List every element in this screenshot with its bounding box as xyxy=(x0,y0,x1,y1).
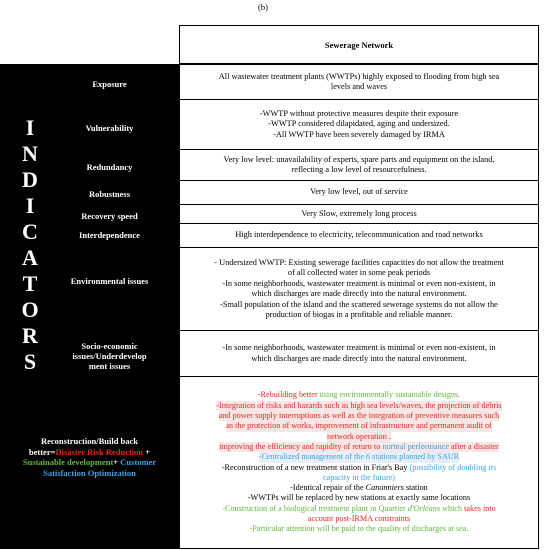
cell-line xyxy=(222,504,495,514)
label-vulnerability: Vulnerability xyxy=(85,123,134,133)
cell-line: -WWTP considered dilapidated, aging and undersized. xyxy=(268,119,450,129)
label-redundancy: Redundancy xyxy=(86,162,133,172)
text-red: after a disaster xyxy=(448,441,499,451)
cell-line: -In some neighborhoods, wastewater treatment is minimal or even non-existent, in xyxy=(222,278,496,288)
title-letter: C xyxy=(22,219,38,244)
cell-line: as the protection of works, improvement of infrastructure and permanent audit of xyxy=(226,421,492,431)
label-socio-economic-issues xyxy=(40,341,179,371)
text-green: -Construction of a biological treatment plant in Quartier xyxy=(222,503,408,513)
cell-line: Very low level, out of service xyxy=(310,187,408,197)
cell-line: - Undersized WWTP: Existing sewerage facilities capacities do not allow the treatment xyxy=(214,257,504,267)
cell-line: Very low level: unavailability of experts, spare parts and equipment on the island, xyxy=(223,154,495,164)
title-letter: D xyxy=(22,167,38,192)
text-green: using environmentally sustainable designs. xyxy=(317,390,461,400)
title-letter: N xyxy=(22,141,38,166)
label-exposure: Exposure xyxy=(92,79,127,89)
cell-line: -Particular attention will be paid to the quality of discharges at sea. xyxy=(249,524,469,534)
label-text: better= xyxy=(28,446,56,457)
label-line: Satisfaction Optimization xyxy=(43,467,136,478)
cell-redundancy xyxy=(179,150,539,181)
cell-vulnerability xyxy=(179,100,539,150)
cell-line: network operation . xyxy=(327,431,391,441)
cell-line xyxy=(222,463,496,473)
label-line xyxy=(0,457,179,468)
cell-line xyxy=(258,390,460,400)
label-recovery-speed: Recovery speed xyxy=(81,211,138,221)
cell-line: and power supply interruptions as well as the integration of preventive measures such xyxy=(218,411,500,421)
cell-line: -All WWTP have been severely damaged by IRMA xyxy=(273,129,445,139)
figure-label: (b) xyxy=(258,2,268,12)
cell-line: capacity in the future) xyxy=(322,472,396,482)
label-robustness: Robustness xyxy=(88,189,131,199)
cell-line: which discharges are made directly into the natural environment. xyxy=(251,289,467,298)
title-letter: S xyxy=(23,349,37,374)
cell-line: -Integration of risks and hazards such as high sea levels/waves, the projection of debris xyxy=(216,400,502,410)
cell-recovery-speed xyxy=(179,205,539,224)
text-black: -Reconstruction of a new treatment station in Friar's Bay xyxy=(221,462,410,472)
label-text: + xyxy=(143,446,151,457)
text-blue: (possibility of doubling its xyxy=(409,462,497,472)
title-letter: I xyxy=(25,193,35,218)
title-letter: A xyxy=(22,245,38,270)
cell-line: of all collected water in some peak periods xyxy=(287,268,431,277)
cell-line: which discharges are made directly into the natural environment. xyxy=(251,353,467,363)
cell-socio-economic-issues xyxy=(179,331,539,377)
cell-line: High interdependence to electricity, telecommunication and road networks xyxy=(235,230,483,240)
label-customer: Customer xyxy=(120,457,157,467)
indicators-vertical-title xyxy=(15,115,45,375)
label-sustainable: Sustainable development xyxy=(22,457,114,467)
text-blue: normal performance xyxy=(382,441,449,451)
cell-line: reflecting a low level of resourcefulness. xyxy=(291,165,427,174)
column-header: Sewerage Network xyxy=(179,25,539,64)
label-line: Reconstruction/Build back xyxy=(40,436,139,446)
cell-line: Very Slow, extremely long process xyxy=(301,208,417,218)
text-green: which xyxy=(440,503,465,513)
cell-exposure xyxy=(179,64,539,100)
cell-line: -WWTP without protective measures despite their exposure xyxy=(259,108,459,118)
label-line xyxy=(0,447,179,458)
text-red: -Rebuilding better xyxy=(257,390,318,400)
title-letter: I xyxy=(25,115,35,140)
label-interdependence: Interdependence xyxy=(79,230,140,240)
cell-reconstruction xyxy=(179,377,539,549)
cell-line: levels and waves xyxy=(330,82,388,91)
title-letter: O xyxy=(21,297,39,322)
text-green-italic: d'Orléans xyxy=(407,503,441,513)
text-red: takes into xyxy=(464,503,496,513)
cell-line: production of biogas in a profitable and reliable manner. xyxy=(265,310,453,319)
cell-line: All wastewater treatment plants (WWTPs) highly exposed to flooding from high sea xyxy=(218,71,500,81)
cell-robustness xyxy=(179,181,539,205)
label-text: + xyxy=(113,457,121,467)
cell-line: -Small population of the island and the scattered sewerage systems do not allow the xyxy=(220,299,498,309)
cell-environmental-issues xyxy=(179,248,539,331)
label-environmental-issues: Environmental issues xyxy=(70,276,149,286)
cell-line xyxy=(290,483,428,493)
cell-line: account post-IRMA constraints xyxy=(307,513,411,523)
cell-line: -WWTPs will be replaced by new stations at exactly same locations xyxy=(247,493,471,503)
text-black: -Identical repair of the xyxy=(290,483,366,493)
cell-line: -Centralized management of the 6 stations planned by SAUR xyxy=(258,452,460,462)
cell-line xyxy=(219,442,499,452)
label-line: issues/Underdevelop xyxy=(72,351,147,361)
label-line: Socio-economic xyxy=(81,341,138,351)
text-italic: Canonniers xyxy=(365,483,404,493)
title-letter: T xyxy=(22,271,38,296)
label-line: ment issues xyxy=(88,361,131,371)
label-drr: Disaster Risk Reduction xyxy=(55,446,144,457)
cell-interdependence xyxy=(179,224,539,248)
text-red: improving the efficiency and rapidity of return to xyxy=(219,441,383,451)
text-black: station xyxy=(403,483,428,493)
cell-line: -In some neighborhoods, wastewater treatment is minimal or even non-existent, in xyxy=(222,343,496,352)
label-reconstruction xyxy=(0,436,179,478)
title-letter: R xyxy=(22,323,38,348)
